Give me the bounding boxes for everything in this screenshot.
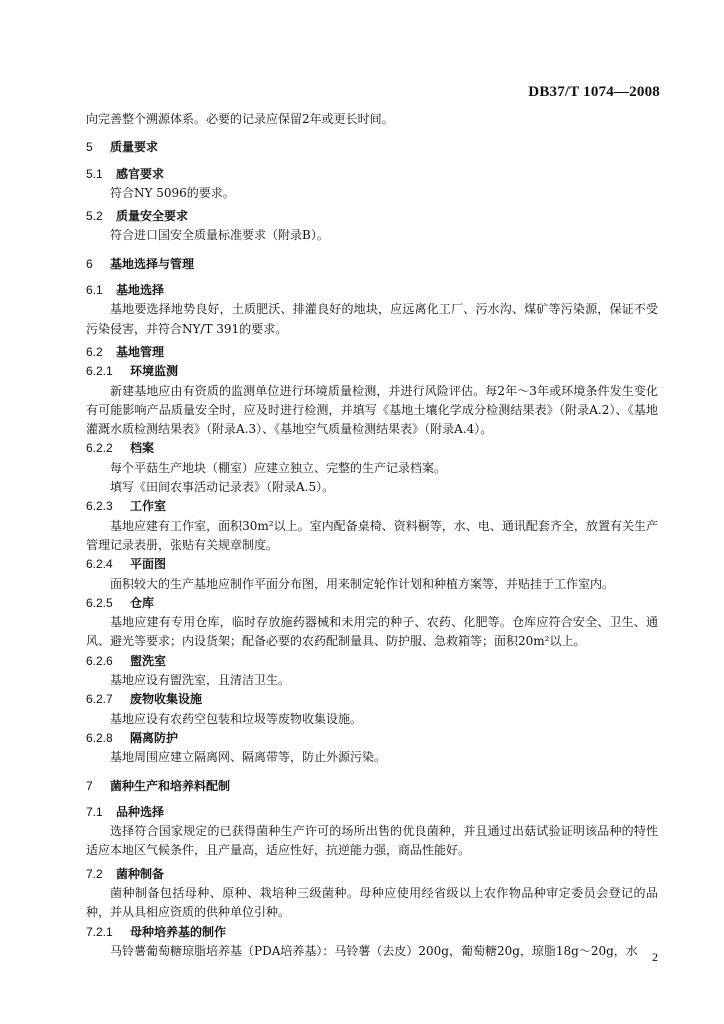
section-title: 隔离防护	[130, 730, 179, 745]
paragraph: 马铃薯葡萄糖琼脂培养基（PDA培养基）：马铃薯（去皮）200g，葡萄糖20g，琼脂18g～20g，水	[110, 943, 638, 958]
section-title: 仓库	[130, 595, 155, 610]
section-heading	[86, 803, 658, 822]
section-number: 6.2.6	[86, 653, 113, 668]
section-number: 6.2.1	[86, 364, 113, 379]
section-title: 平面图	[130, 557, 167, 572]
paragraph: 基地应建有工作室，面积30m²以上。室内配备桌椅、资料橱等，水、电、通讯配套齐全，放置有关生产管理记录表册，张贴有关规章制度。	[86, 518, 658, 552]
section-title: 感官要求	[116, 166, 165, 181]
section-heading	[86, 138, 658, 157]
page-number: 2	[652, 950, 658, 964]
section-heading	[86, 690, 658, 709]
section-number: 7.2.1	[86, 924, 113, 939]
section-number: 5.1	[86, 166, 103, 181]
section-number: 7	[86, 778, 93, 793]
section-heading	[86, 777, 658, 796]
document-body	[86, 110, 658, 961]
section-heading	[86, 729, 658, 748]
section-number: 5	[86, 140, 93, 155]
section-heading	[86, 652, 658, 671]
section-heading	[86, 207, 658, 226]
section-number: 6.2.4	[86, 557, 113, 572]
section-heading	[86, 594, 658, 613]
section-title: 档案	[130, 441, 155, 456]
section-number: 7.2	[86, 866, 103, 881]
section-heading	[86, 343, 658, 362]
paragraph: 菌种制备包括母种、原种、栽培种三级菌种。母种应使用经省级以上农作物品种审定委员会登记的品种，并从具相应资质的供种单位引种。	[86, 885, 658, 920]
section-title: 环境监测	[130, 364, 179, 379]
section-number: 6.2.5	[86, 595, 113, 610]
section-heading	[86, 497, 658, 516]
section-title: 废物收集设施	[130, 692, 203, 707]
section-title: 基地选择与管理	[110, 256, 195, 271]
section-number: 6	[86, 256, 93, 271]
section-heading	[86, 555, 658, 574]
section-number: 6.2.7	[86, 692, 113, 707]
paragraph: 每个平菇生产地块（棚室）应建立独立、完整的生产记录档案。	[110, 460, 447, 475]
section-title: 工作室	[130, 499, 167, 514]
section-number: 6.2.3	[86, 499, 113, 514]
section-title: 品种选择	[116, 804, 165, 819]
paragraph: 基地要选择地势良好，土质肥沃、排灌良好的地块，应远离化工厂、污水沟、煤矿等污染源，保证不受污染侵害，并符合NY/T 391的要求。	[86, 302, 658, 336]
section-title: 质量安全要求	[116, 209, 189, 224]
section-heading	[86, 281, 658, 300]
standard-code: DB37/T 1074—2008	[528, 84, 660, 100]
section-heading	[86, 362, 658, 381]
section-heading	[86, 255, 658, 274]
section-title: 菌种生产和培养料配制	[110, 778, 231, 793]
section-title: 母种培养基的制作	[130, 924, 227, 939]
paragraph: 新建基地应由有资质的监测单位进行环境质量检测，并进行风险评估。每2年～3年或环境条件发生变化有可能影响产品质量安全时，应及时进行检测，并填写《基地土壤化学成分检测结果表》（附录A.2）、《基地灌溉水质检测结果表》（附录A.3）、《基地空气质量检测结果表》（附录A.4）。	[86, 383, 658, 437]
section-heading	[86, 865, 658, 884]
paragraph: 基地应建有专用仓库，临时存放施药器械和未用完的种子、农药、化肥等。仓库应符合安全、卫生、通风、避光等要求；内设货架；配备必要的农药配制量具、防护服、急救箱等；面积20m²以上。	[86, 615, 658, 649]
paragraph: 面积较大的生产基地应制作平面分布图，用来制定轮作计划和种植方案等，并贴挂于工作室内。	[110, 576, 615, 591]
paragraph: 基地周围应建立隔离网、隔离带等，防止外源污染。	[110, 750, 387, 765]
section-heading	[86, 439, 658, 458]
section-number: 6.1	[86, 283, 103, 298]
section-number: 6.2.2	[86, 441, 113, 456]
paragraph: 基地应设有盥洗室，且清洁卫生。	[110, 673, 291, 688]
section-title: 基地管理	[116, 344, 165, 359]
paragraph: 符合NY 5096的要求。	[110, 185, 235, 200]
section-number: 7.1	[86, 804, 103, 819]
paragraph: 符合进口国安全质量标准要求（附录B）。	[110, 228, 329, 243]
section-heading	[86, 165, 658, 184]
paragraph: 填写《田间农事活动记录表》（附录A.5）。	[110, 480, 335, 495]
section-title: 基地选择	[116, 283, 165, 298]
section-title: 质量要求	[110, 140, 159, 155]
paragraph: 选择符合国家规定的已获得菌种生产许可的场所出售的优良菌种，并且通过出菇试验证明该品种的特性适应本地区气候条件，且产量高，适应性好，抗逆能力强，商品性能好。	[86, 824, 658, 858]
section-title: 盥洗室	[130, 653, 167, 668]
section-number: 5.2	[86, 209, 103, 224]
section-number: 6.2.8	[86, 730, 113, 745]
section-title: 菌种制备	[116, 866, 165, 881]
section-heading	[86, 923, 658, 942]
paragraph: 基地应设有农药空包装和垃圾等废物收集设施。	[110, 711, 363, 726]
section-number: 6.2	[86, 344, 103, 359]
paragraph: 向完善整个溯源体系。必要的记录应保留2年或更长时间。	[86, 112, 394, 126]
